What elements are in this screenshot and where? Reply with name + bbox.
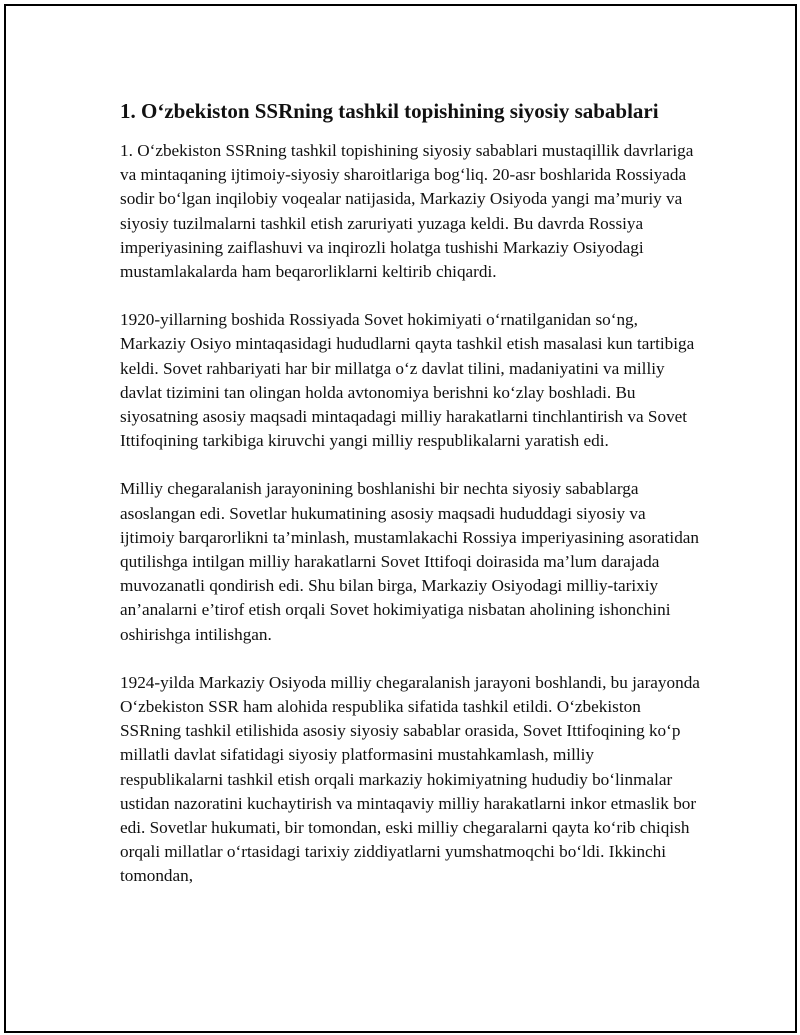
document-body: [120, 97, 700, 913]
paragraph-1: 1. O‘zbekiston SSRning tashkil topishining siyosiy sabablari mustaqillik davrlariga va mintaqaning ijtimoiy-siyosiy sharoitlariga bog‘liq. 20-asr boshlarida Rossiyada sodir bo‘lgan inqilobiy voqealar natijasida, Markaziy Osiyoda yangi ma’muriy va siyosiy tuzilmalarni tashkil etish zaruriyati yuzaga keldi. Bu davrda Rossiya imperiyasining zaiflashuvi va inqirozli holatga tushishi Markaziy Osiyodagi mustamlakalarda ham beqarorliklarni keltirib chiqardi.: [120, 141, 694, 282]
paragraph-4: 1924-yilda Markaziy Osiyoda milliy chegaralanish jarayoni boshlandi, bu jarayonda O‘zbekiston SSR ham alohida respublika sifatida tashkil etildi. O‘zbekiston SSRning tashkil etilishida asosiy siyosiy sabablar orasida, Sovet Ittifoqining ko‘p millatli davlat sifatidagi siyosiy platformasini mustahkamlash, milliy respublikalarni tashkil etish orqali markaziy hokimiyatning hududiy bo‘linmalar ustidan nazoratini kuchaytirish va mintaqaviy milliy harakatlarni inkor etmaslik bor edi. Sovetlar hukumati, bir tomondan, eski milliy chegaralarni qayta ko‘rib chiqish orqali millatlar o‘rtasidagi tarixiy ziddiyatlarni yumshatmoqchi bo‘ldi. Ikkinchi tomondan,: [120, 672, 700, 886]
section-heading: 1. O‘zbekiston SSRning tashkil topishining siyosiy sabablari: [120, 99, 659, 123]
page-frame: [4, 4, 797, 1033]
paragraph-2: 1920-yillarning boshida Rossiyada Sovet hokimiyati o‘rnatilganidan so‘ng, Markaziy Osiyo mintaqasidagi hududlarni qayta tashkil etish masalasi kun tartibiga keldi. Sovet rahbariyati har bir millatga o‘z davlat tilini, madaniyatini va milliy davlat tizimini tan olingan holda avtonomiya berishni ko‘zlay boshladi. Bu siyosatning asosiy maqsadi mintaqadagi milliy harakatlarni tinchlantirish va Sovet Ittifoqining tarkibiga kiruvchi yangi milliy respublikalarni yaratish edi.: [120, 310, 695, 451]
paragraph-3: Milliy chegaralanish jarayonining boshlanishi bir nechta siyosiy sabablarga asoslangan edi. Sovetlar hukumatining asosiy maqsadi hududdagi siyosiy va ijtimoiy barqarorlikni ta’minlash, mustamlakachi Rossiya imperiyasining asoratidan qutilishga intilgan milliy harakatlarni Sovet Ittifoqi doirasida ma’lum darajada muvozanatli qondirish edi. Shu bilan birga, Markaziy Osiyodagi milliy-tarixiy an’analarni e’tirof etish orqali Sovet hokimiyatiga nisbatan aholining ishonchini oshirishga intilishgan.: [120, 479, 700, 644]
